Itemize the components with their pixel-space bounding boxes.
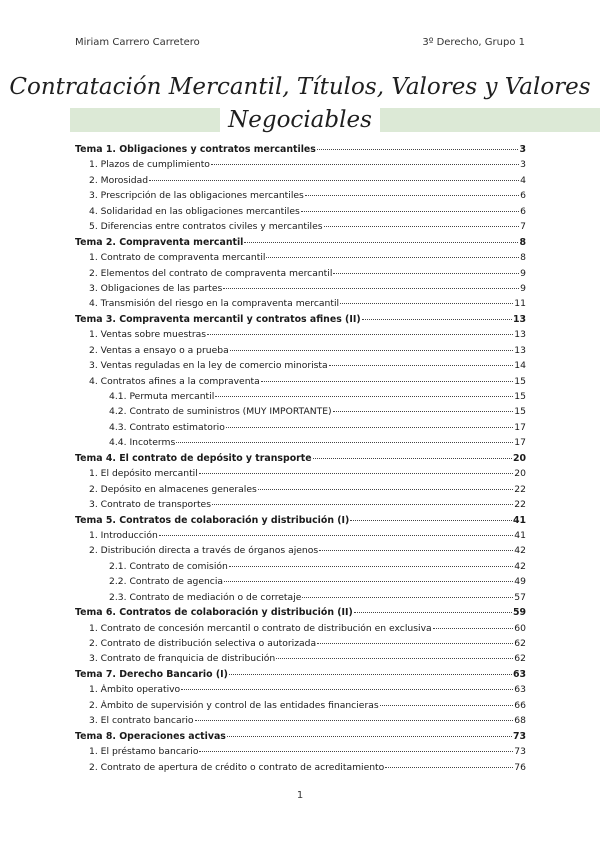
toc-entry-page: 9 bbox=[520, 267, 526, 279]
toc-dot-leader bbox=[380, 705, 514, 706]
toc-entry-page: 6 bbox=[520, 205, 526, 217]
toc-entry-title: 4.4. Incoterms bbox=[109, 437, 176, 449]
toc-entry-title: 4.3. Contrato estimatorio bbox=[109, 421, 225, 433]
toc-entry-title: 2. Contrato de apertura de crédito o contrato de acreditamiento bbox=[89, 761, 385, 773]
toc-section-entry[interactable] bbox=[75, 746, 526, 761]
toc-dot-leader bbox=[199, 751, 513, 752]
toc-entry-title: Tema 2. Compraventa mercantil bbox=[75, 236, 244, 248]
toc-dot-leader bbox=[317, 149, 519, 150]
toc-entry-title: Tema 7. Derecho Bancario (I) bbox=[75, 668, 228, 680]
toc-dot-leader bbox=[181, 689, 513, 690]
toc-dot-leader bbox=[195, 720, 514, 721]
toc-entry-title: 3. El contrato bancario bbox=[89, 715, 194, 727]
toc-section-entry[interactable] bbox=[75, 252, 526, 267]
toc-section-entry[interactable] bbox=[75, 345, 526, 360]
toc-section-entry[interactable] bbox=[75, 592, 526, 607]
toc-section-entry[interactable] bbox=[75, 638, 526, 653]
toc-dot-leader bbox=[319, 550, 513, 551]
toc-entry-page: 41 bbox=[514, 529, 526, 541]
toc-dot-leader bbox=[229, 674, 512, 675]
toc-entry-title: Tema 5. Contratos de colaboración y distribución (I) bbox=[75, 514, 350, 526]
toc-entry-page: 76 bbox=[514, 761, 526, 773]
toc-dot-leader bbox=[276, 658, 513, 659]
toc-dot-leader bbox=[215, 396, 513, 397]
toc-dot-leader bbox=[385, 767, 513, 768]
toc-entry-page: 11 bbox=[514, 298, 526, 310]
toc-entry-title: Tema 1. Obligaciones y contratos mercantiles bbox=[75, 144, 316, 155]
toc-entry-title: 1. El depósito mercantil bbox=[89, 468, 198, 480]
toc-entry-page: 66 bbox=[514, 699, 526, 711]
toc-section-entry[interactable] bbox=[75, 499, 526, 514]
toc-dot-leader bbox=[258, 489, 514, 490]
toc-entry-title: 2. Distribución directa a través de órganos ajenos bbox=[89, 545, 319, 557]
toc-entry-page: 15 bbox=[514, 375, 526, 387]
toc-dot-leader bbox=[227, 736, 512, 737]
toc-section-entry[interactable] bbox=[75, 360, 526, 375]
document-title-line2-wrap bbox=[0, 108, 600, 132]
toc-entry-page: 7 bbox=[520, 221, 526, 233]
toc-entry-title: 4. Contratos afines a la compraventa bbox=[89, 375, 260, 387]
toc-entry-page: 4 bbox=[520, 174, 526, 186]
toc-entry-page: 9 bbox=[520, 282, 526, 294]
toc-entry-title: 1. Ámbito operativo bbox=[89, 684, 181, 696]
toc-dot-leader bbox=[207, 334, 513, 335]
toc-dot-leader bbox=[230, 350, 514, 351]
toc-dot-leader bbox=[244, 242, 518, 243]
toc-entry-page: 68 bbox=[514, 715, 526, 727]
toc-chapter-entry[interactable] bbox=[75, 453, 526, 468]
toc-section-entry[interactable] bbox=[75, 406, 526, 421]
toc-section-entry[interactable] bbox=[75, 298, 526, 313]
toc-chapter-entry[interactable] bbox=[75, 669, 526, 684]
toc-entry-page: 3 bbox=[520, 159, 526, 171]
toc-entry-page: 60 bbox=[514, 622, 526, 634]
toc-section-entry[interactable] bbox=[75, 545, 526, 560]
toc-section-entry[interactable] bbox=[75, 190, 526, 205]
toc-section-entry[interactable] bbox=[75, 221, 526, 236]
toc-entry-title: 3. Ventas reguladas en la ley de comercio minorista bbox=[89, 360, 328, 372]
toc-dot-leader bbox=[305, 195, 519, 196]
toc-section-entry[interactable] bbox=[75, 175, 526, 190]
toc-chapter-entry[interactable] bbox=[75, 515, 526, 530]
toc-dot-leader bbox=[149, 180, 519, 181]
toc-entry-title: 1. Plazos de cumplimiento bbox=[89, 159, 210, 171]
toc-section-entry[interactable] bbox=[75, 623, 526, 638]
toc-entry-title: 1. Introducción bbox=[89, 529, 158, 541]
toc-section-entry[interactable] bbox=[75, 700, 526, 715]
toc-chapter-entry[interactable] bbox=[75, 237, 526, 252]
toc-dot-leader bbox=[350, 520, 512, 521]
toc-section-entry[interactable] bbox=[75, 762, 526, 777]
toc-entry-page: 13 bbox=[512, 313, 526, 325]
toc-section-entry[interactable] bbox=[75, 468, 526, 483]
toc-entry-page: 22 bbox=[514, 499, 526, 511]
toc-dot-leader bbox=[433, 628, 514, 629]
header-author: Miriam Carrero Carretero bbox=[75, 37, 200, 48]
toc-section-entry[interactable] bbox=[75, 715, 526, 730]
toc-entry-title: 1. Contrato de compraventa mercantil bbox=[89, 252, 266, 264]
toc-dot-leader bbox=[224, 581, 513, 582]
toc-section-entry[interactable] bbox=[75, 283, 526, 298]
toc-dot-leader bbox=[362, 319, 512, 320]
toc-dot-leader bbox=[212, 504, 513, 505]
toc-dot-leader bbox=[261, 381, 514, 382]
document-title-line1: Contratación Mercantil, Títulos, Valores y Valores bbox=[9, 74, 591, 100]
toc-entry-title: 3. Contrato de transportes bbox=[89, 499, 211, 511]
toc-dot-leader bbox=[176, 442, 513, 443]
toc-dot-leader bbox=[223, 288, 519, 289]
toc-section-entry[interactable] bbox=[75, 159, 526, 174]
table-of-contents bbox=[75, 144, 526, 777]
toc-entry-page: 62 bbox=[514, 638, 526, 649]
toc-section-entry[interactable] bbox=[75, 391, 526, 406]
toc-entry-page: 15 bbox=[514, 406, 526, 418]
toc-section-entry[interactable] bbox=[75, 437, 526, 452]
toc-entry-page: 22 bbox=[514, 483, 526, 495]
toc-section-entry[interactable] bbox=[75, 376, 526, 391]
toc-dot-leader bbox=[313, 458, 512, 459]
toc-entry-page: 59 bbox=[512, 607, 526, 619]
toc-section-entry[interactable] bbox=[75, 684, 526, 699]
toc-entry-title: 2.2. Contrato de agencia bbox=[109, 576, 224, 588]
toc-entry-title: 4. Transmisión del riesgo en la compraventa mercantil bbox=[89, 298, 340, 310]
toc-entry-page: 20 bbox=[512, 452, 526, 464]
toc-dot-leader bbox=[159, 535, 514, 536]
toc-entry-title: Tema 3. Compraventa mercantil y contratos afines (II) bbox=[75, 313, 361, 325]
toc-dot-leader bbox=[354, 612, 512, 613]
toc-section-entry[interactable] bbox=[75, 576, 526, 591]
toc-dot-leader bbox=[301, 211, 519, 212]
toc-entry-title: 1. El préstamo bancario bbox=[89, 746, 199, 758]
toc-dot-leader bbox=[340, 303, 513, 304]
toc-entry-title: 1. Ventas sobre muestras bbox=[89, 329, 207, 341]
toc-entry-page: 20 bbox=[514, 468, 526, 480]
toc-entry-title: 2. Ventas a ensayo o a prueba bbox=[89, 344, 229, 356]
toc-chapter-entry[interactable] bbox=[75, 607, 526, 622]
toc-dot-leader bbox=[226, 427, 513, 428]
toc-entry-title: Tema 8. Operaciones activas bbox=[75, 730, 226, 742]
toc-entry-title: 5. Diferencias entre contratos civiles y mercantiles bbox=[89, 221, 323, 233]
toc-entry-page: 8 bbox=[520, 252, 526, 264]
toc-dot-leader bbox=[199, 473, 514, 474]
toc-entry-page: 3 bbox=[519, 144, 526, 155]
toc-dot-leader bbox=[317, 643, 513, 644]
toc-entry-page: 73 bbox=[514, 746, 526, 758]
toc-entry-page: 17 bbox=[514, 421, 526, 433]
toc-section-entry[interactable] bbox=[75, 484, 526, 499]
toc-entry-page: 14 bbox=[514, 360, 526, 372]
toc-entry-page: 62 bbox=[514, 653, 526, 665]
toc-chapter-entry[interactable] bbox=[75, 314, 526, 329]
toc-entry-title: Tema 6. Contratos de colaboración y distribución (II) bbox=[75, 607, 353, 619]
toc-entry-title: Tema 4. El contrato de depósito y transporte bbox=[75, 452, 312, 464]
toc-entry-title: 3. Obligaciones de las partes bbox=[89, 282, 223, 294]
toc-entry-title: 4.2. Contrato de suministros (MUY IMPORTANTE) bbox=[109, 406, 332, 418]
toc-chapter-entry[interactable] bbox=[75, 731, 526, 746]
toc-entry-page: 8 bbox=[519, 236, 526, 248]
header-course: 3º Derecho, Grupo 1 bbox=[422, 37, 525, 48]
toc-section-entry[interactable] bbox=[75, 530, 526, 545]
toc-entry-title: 2. Depósito en almacenes generales bbox=[89, 483, 257, 495]
toc-entry-page: 13 bbox=[514, 329, 526, 341]
toc-entry-page: 63 bbox=[514, 684, 526, 696]
toc-entry-title: 2.3. Contrato de mediación o de corretaje bbox=[109, 591, 302, 603]
toc-dot-leader bbox=[211, 164, 519, 165]
toc-entry-title: 4. Solidaridad en las obligaciones mercantiles bbox=[89, 205, 300, 217]
toc-entry-page: 42 bbox=[514, 545, 526, 557]
toc-dot-leader bbox=[333, 411, 514, 412]
toc-entry-title: 2.1. Contrato de comisión bbox=[109, 560, 228, 572]
toc-entry-page: 57 bbox=[514, 591, 526, 603]
page-number: 1 bbox=[296, 790, 304, 801]
toc-dot-leader bbox=[329, 365, 514, 366]
toc-dot-leader bbox=[229, 566, 513, 567]
toc-entry-title: 2. Contrato de distribución selectiva o autorizada bbox=[89, 638, 317, 649]
toc-entry-title: 4.1. Permuta mercantil bbox=[109, 391, 215, 402]
toc-dot-leader bbox=[324, 226, 520, 227]
toc-section-entry[interactable] bbox=[75, 268, 526, 283]
toc-entry-page: 15 bbox=[514, 391, 526, 402]
toc-chapter-entry[interactable] bbox=[75, 144, 526, 159]
toc-entry-page: 42 bbox=[514, 560, 526, 572]
toc-entry-page: 49 bbox=[514, 576, 526, 588]
toc-section-entry[interactable] bbox=[75, 653, 526, 668]
toc-entry-title: 2. Elementos del contrato de compraventa mercantil bbox=[89, 267, 333, 279]
toc-entry-page: 41 bbox=[512, 514, 526, 526]
toc-entry-page: 13 bbox=[514, 344, 526, 356]
toc-entry-title: 2. Ámbito de supervisión y control de las entidades financieras bbox=[89, 699, 379, 711]
toc-entry-title: 2. Morosidad bbox=[89, 174, 149, 186]
toc-dot-leader bbox=[333, 273, 519, 274]
toc-entry-page: 17 bbox=[514, 437, 526, 449]
toc-entry-title: 3. Prescripción de las obligaciones mercantiles bbox=[89, 190, 304, 202]
toc-section-entry[interactable] bbox=[75, 561, 526, 576]
document-title-line2: Negociables bbox=[220, 108, 380, 132]
toc-dot-leader bbox=[302, 597, 513, 598]
toc-section-entry[interactable] bbox=[75, 206, 526, 221]
toc-section-entry[interactable] bbox=[75, 329, 526, 344]
toc-entry-title: 1. Contrato de concesión mercantil o contrato de distribución en exclusiva bbox=[89, 622, 432, 634]
toc-entry-title: 3. Contrato de franquicia de distribución bbox=[89, 653, 276, 665]
toc-dot-leader bbox=[266, 257, 519, 258]
toc-entry-page: 73 bbox=[512, 730, 526, 742]
toc-entry-page: 6 bbox=[520, 190, 526, 202]
toc-section-entry[interactable] bbox=[75, 422, 526, 437]
toc-entry-page: 63 bbox=[512, 668, 526, 680]
